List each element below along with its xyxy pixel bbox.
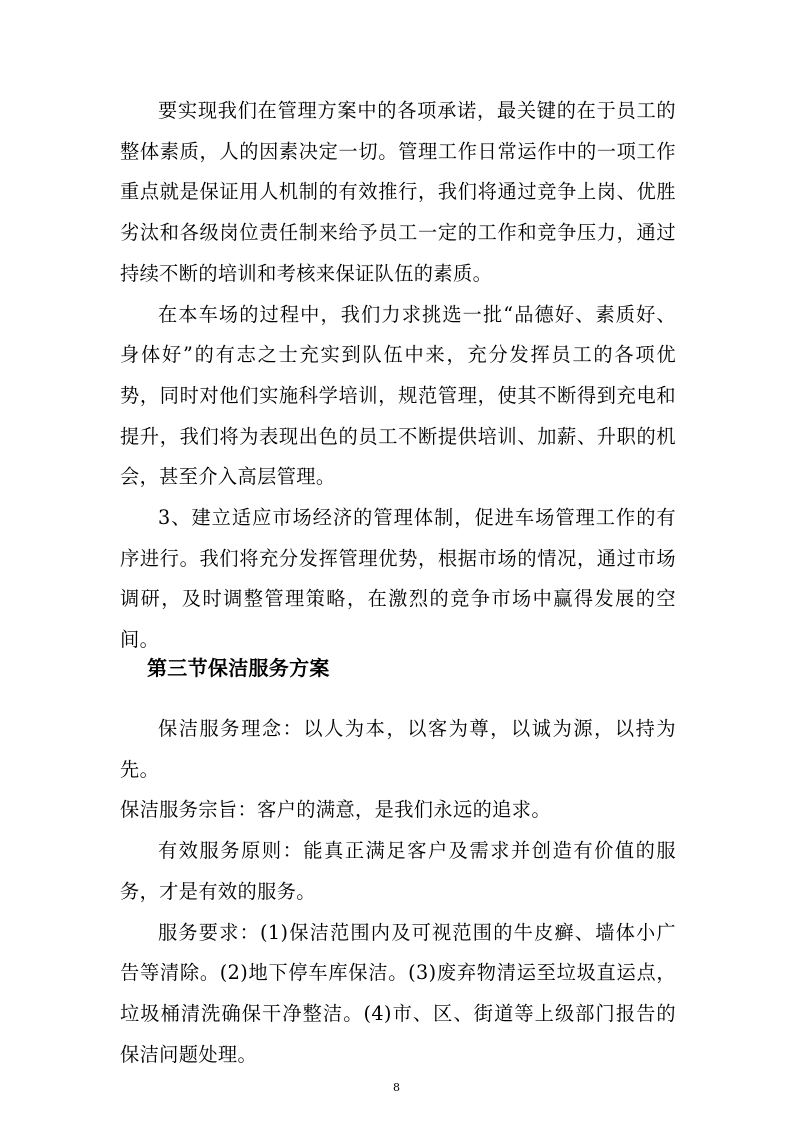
paragraph-management-system: 3、建立适应市场经济的管理体制，促进车场管理工作的有序进行。我们将充分发挥管理优势，根据市场的情况，通过市场调研，及时调整管理策略，在激烈的竞争市场中赢得发展的空间。 xyxy=(120,506,676,652)
cleaning-service-text-block xyxy=(120,709,676,1075)
paragraph-service-concept: 保洁服务理念：以人为本，以客为尊，以诚为源，以持为先。 xyxy=(120,717,676,781)
section-heading: 第三节保洁服务方案 xyxy=(147,656,330,680)
paragraph-service-principle: 有效服务原则：能真正满足客户及需求并创造有价值的服务，才是有效的服务。 xyxy=(120,839,676,903)
intro-text-block xyxy=(120,91,676,661)
paragraph-service-purpose: 保洁服务宗旨：客户的满意，是我们永远的追求。 xyxy=(120,798,551,822)
paragraph-staff-selection: 在本车场的过程中，我们力求挑选一批“品德好、素质好、身体好”的有志之士充实到队伍中来，充分发挥员工的各项优势，同时对他们实施科学培训，规范管理，使其不断得到充电和提升，我们将为表现出色的员工不断提供培训、加薪、升职的机会，甚至介入高层管理。 xyxy=(120,302,676,489)
paragraph-staff-quality: 要实现我们在管理方案中的各项承诺，最关键的在于员工的整体素质，人的因素决定一切。管理工作日常运作中的一项工作重点就是保证用人机制的有效推行，我们将通过竞争上岗、优胜劣汰和各级岗位责任制来给予员工一定的工作和竞争压力，通过持续不断的培训和考核来保证队伍的素质。 xyxy=(120,99,676,285)
page-number: 8 xyxy=(393,1081,400,1094)
paragraph-service-requirements: 服务要求：(1)保洁范围内及可视范围的牛皮癣、墙体小广告等清除。(2)地下停车库保洁。(3)废弃物清运至垃圾直运点，垃圾桶清洗确保干净整洁。(4)市、区、街道等上级部门报告的保洁问题处理。 xyxy=(120,920,676,1066)
